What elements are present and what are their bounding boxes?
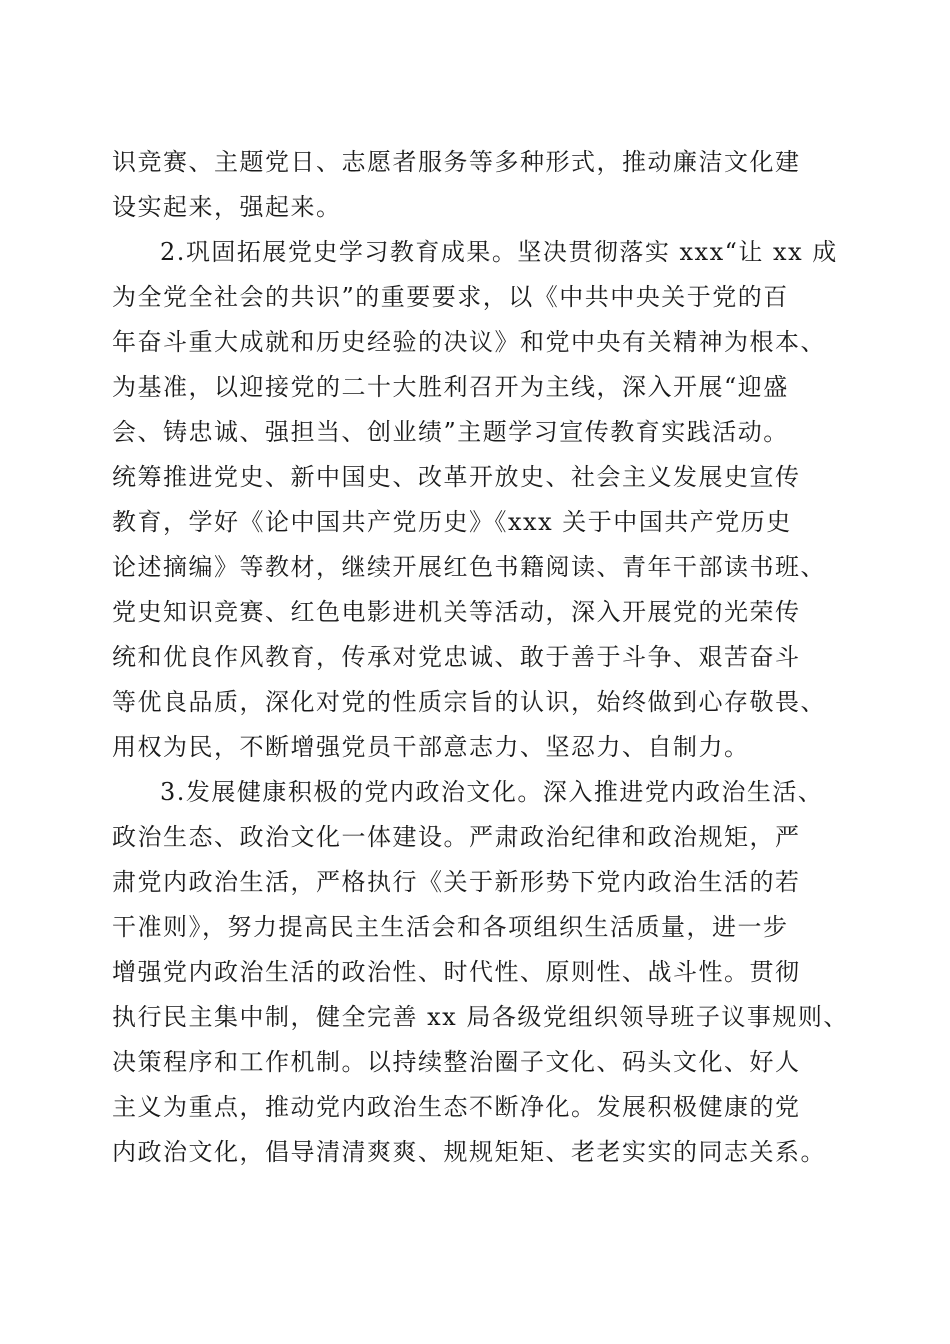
text-line: 论述摘编》等教材，继续开展红色书籍阅读、青年干部读书班、 — [112, 553, 826, 581]
text-line: 教育，学好《论中国共产党历史》《xxx 关于中国共产党历史 — [112, 508, 792, 536]
text-line: 政治生态、政治文化一体建设。严肃政治纪律和政治规矩，严 — [112, 823, 801, 851]
text-line: 会、铸忠诚、强担当、创业绩”主题学习宣传教育实践活动。 — [112, 418, 789, 446]
text-line: 用权为民，不断增强党员干部意志力、坚忍力、自制力。 — [112, 733, 750, 761]
text-line: 识竞赛、主题党日、志愿者服务等多种形式，推动廉洁文化建 — [112, 148, 801, 176]
text-line: 等优良品质，深化对党的性质宗旨的认识，始终做到心存敬畏、 — [112, 688, 826, 716]
text-line: 执行民主集中制，健全完善 xx 局各级党组织领导班子议事规则、 — [112, 1003, 849, 1031]
document-body — [112, 140, 849, 1175]
paragraph-2-heading-line: 2.巩固拓展党史学习教育成果。坚决贯彻落实 xxx“让 xx 成 — [160, 238, 838, 266]
text-line: 设实起来，强起来。 — [112, 193, 342, 221]
paragraph-3-heading-line: 3.发展健康积极的党内政治文化。深入推进党内政治生活、 — [160, 778, 824, 806]
text-line: 增强党内政治生活的政治性、时代性、原则性、战斗性。贯彻 — [112, 958, 801, 986]
text-line: 统筹推进党史、新中国史、改革开放史、社会主义发展史宣传 — [112, 463, 801, 491]
text-line: 决策程序和工作机制。以持续整治圈子文化、码头文化、好人 — [112, 1048, 801, 1076]
text-line: 主义为重点，推动党内政治生态不断净化。发展积极健康的党 — [112, 1093, 801, 1121]
text-line: 肃党内政治生活，严格执行《关于新形势下党内政治生活的若 — [112, 868, 801, 896]
text-line: 年奋斗重大成就和历史经验的决议》和党中央有关精神为根本、 — [112, 328, 826, 356]
text-line: 统和优良作风教育，传承对党忠诚、敢于善于斗争、艰苦奋斗 — [112, 643, 801, 671]
text-line: 干准则》，努力提高民主生活会和各项组织生活质量，进一步 — [112, 913, 789, 941]
text-line: 为全党全社会的共识”的重要要求，以《中共中央关于党的百 — [112, 283, 789, 311]
text-line: 为基准，以迎接党的二十大胜利召开为主线，深入开展“迎盛 — [112, 373, 789, 401]
text-line: 内政治文化，倡导清清爽爽、规规矩矩、老老实实的同志关系。 — [112, 1138, 826, 1166]
text-line: 党史知识竞赛、红色电影进机关等活动，深入开展党的光荣传 — [112, 598, 801, 626]
